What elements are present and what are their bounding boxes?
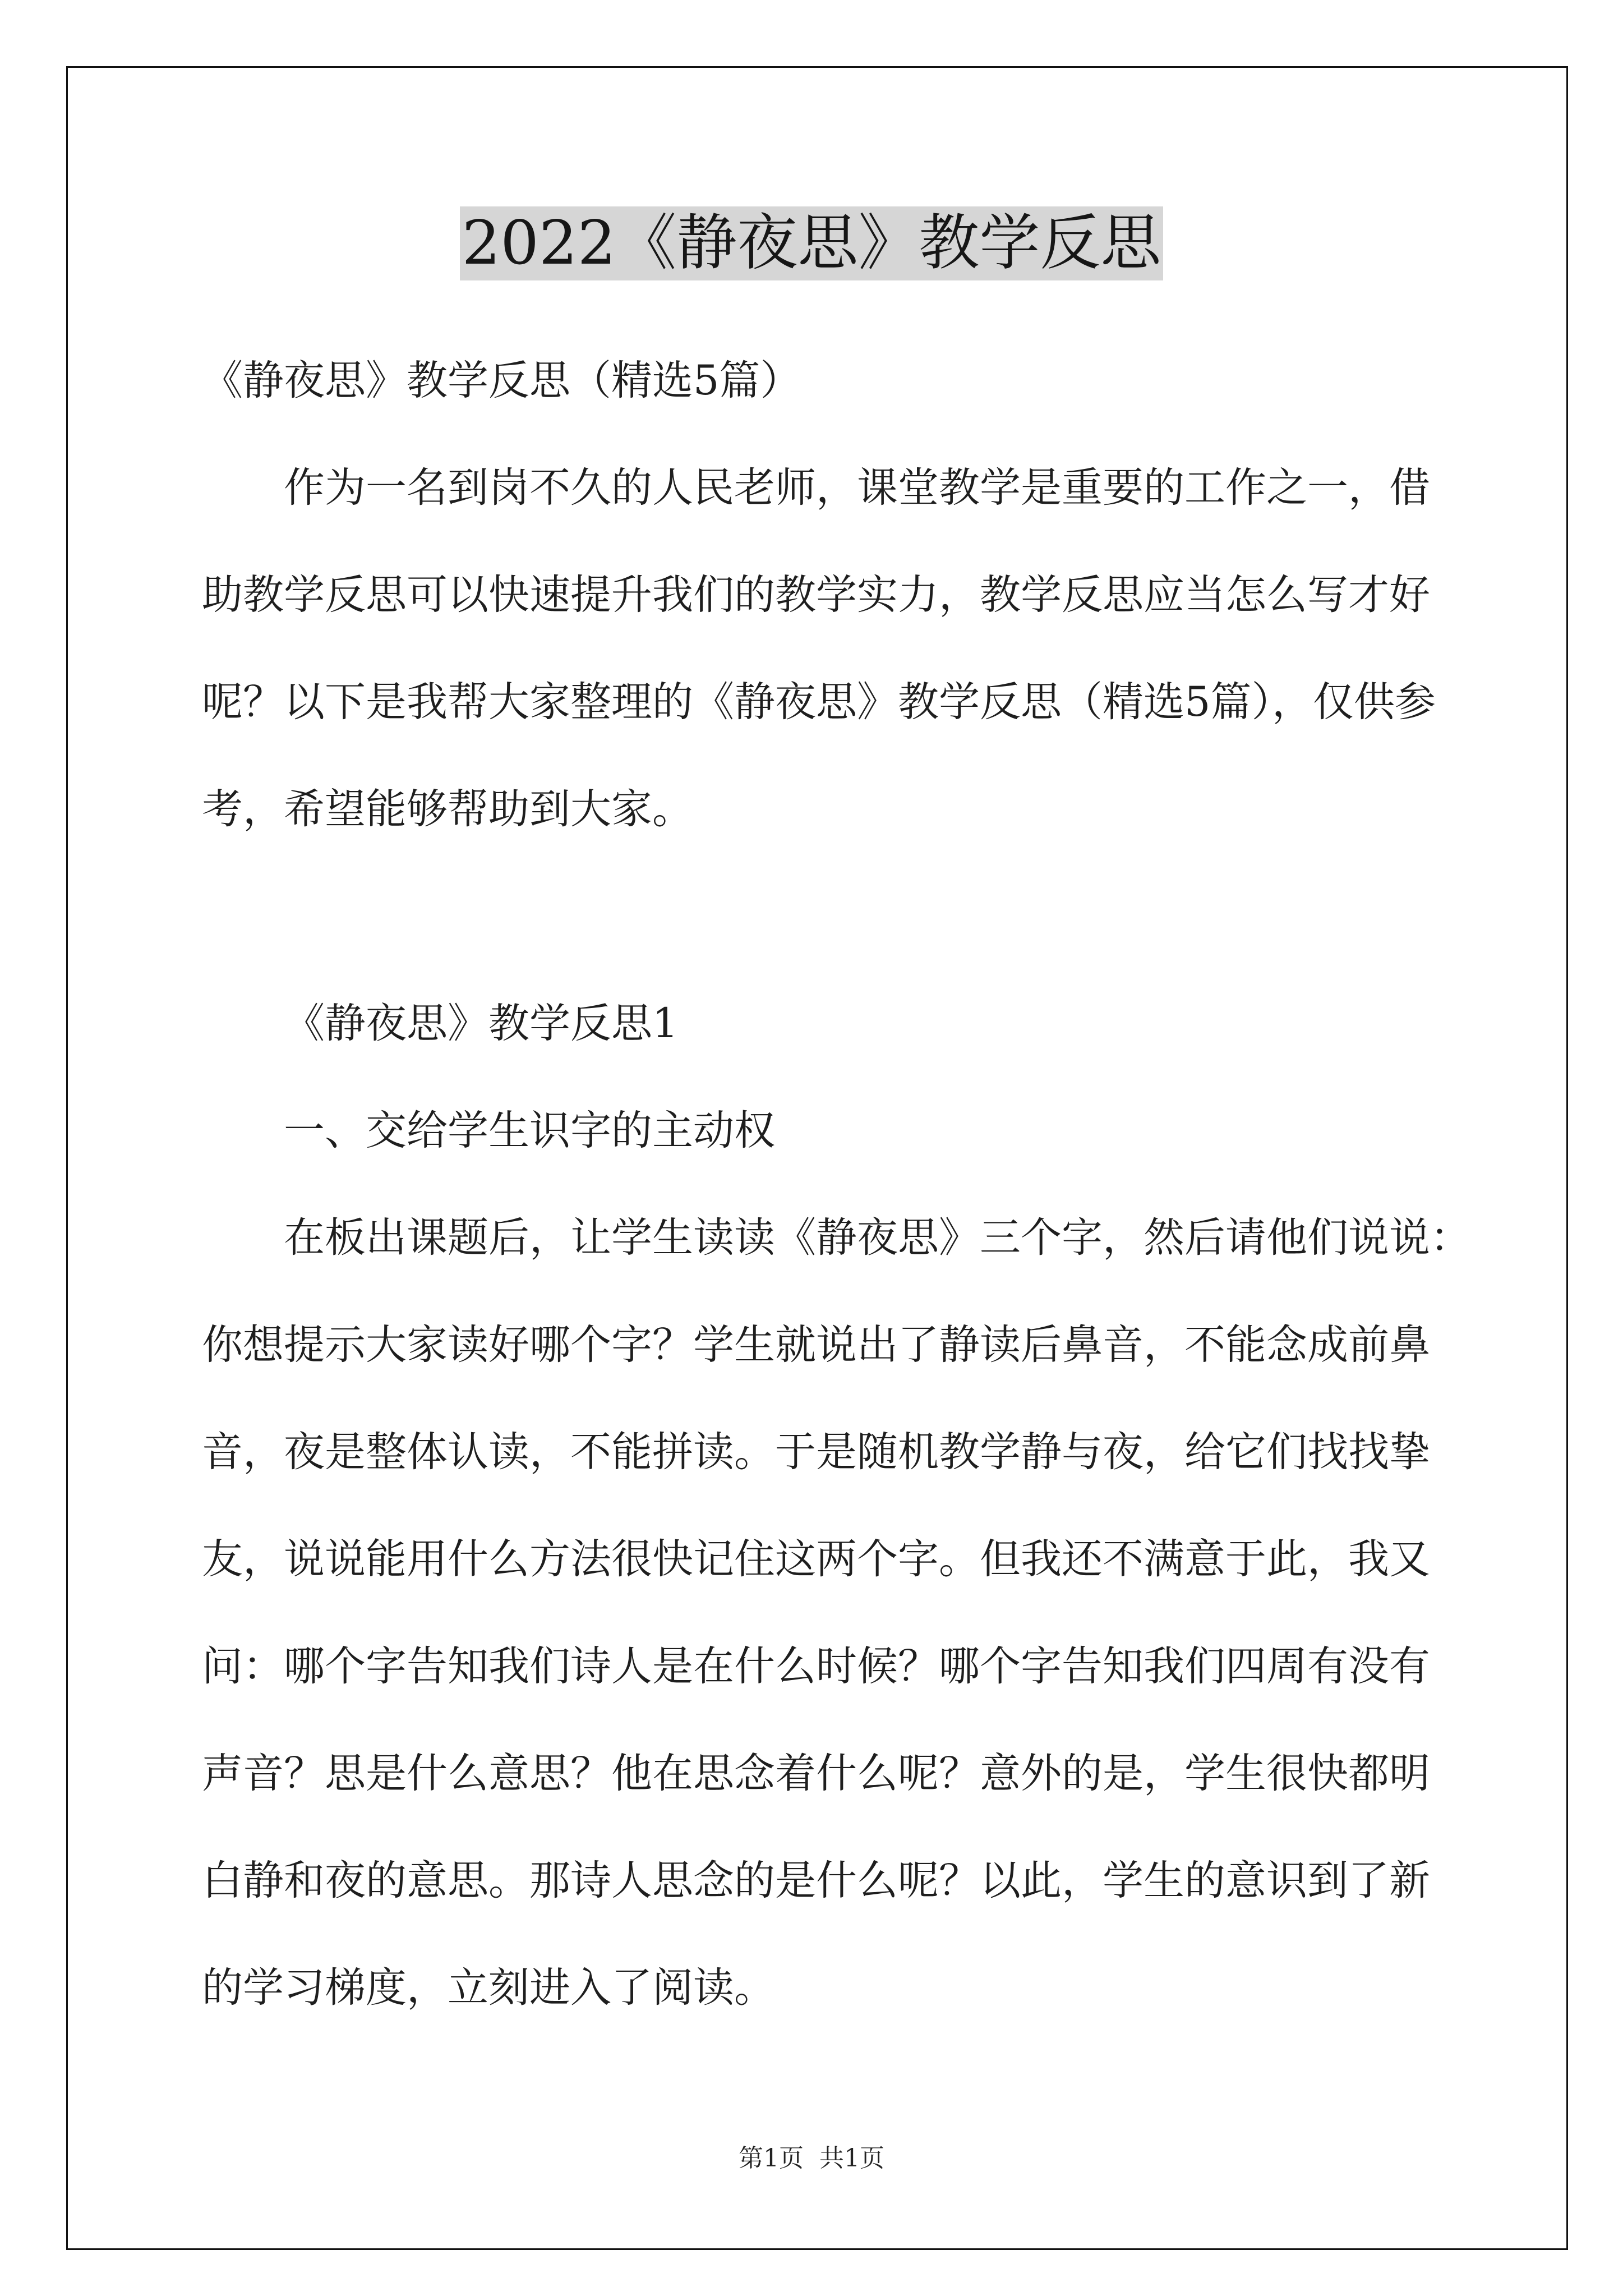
text-line: 作为一名到岗不久的人民老师，课堂教学是重要的工作之一，借 bbox=[284, 464, 1430, 512]
text-line: 音，夜是整体认读，不能拼读。于是随机教学静与夜，给它们找找挚 bbox=[202, 1428, 1430, 1476]
text-line: 的学习梯度，立刻进入了阅读。 bbox=[202, 1964, 775, 2012]
page-footer: 第1页 共1页 bbox=[739, 2144, 884, 2173]
document-subtitle: 《静夜思》教学反思（精选5篇） bbox=[202, 357, 801, 404]
document-title: 2022《静夜思》教学反思 bbox=[460, 206, 1164, 280]
text-line: 问：哪个字告知我们诗人是在什么时候？哪个字告知我们四周有没有 bbox=[202, 1642, 1430, 1690]
document-body bbox=[202, 327, 1492, 2041]
text-line: 你想提示大家读好哪个字？学生就说出了静读后鼻音，不能念成前鼻 bbox=[202, 1321, 1430, 1369]
section-heading: 《静夜思》教学反思1 bbox=[284, 1000, 679, 1047]
text-line: 白静和夜的意思。那诗人思念的是什么呢？以此，学生的意识到了新 bbox=[202, 1857, 1430, 1904]
text-line: 考，希望能够帮助到大家。 bbox=[202, 785, 693, 833]
text-line: 助教学反思可以快速提升我们的教学实力，教学反思应当怎么写才好 bbox=[202, 571, 1430, 619]
text-line: 在板出课题后，让学生读读《静夜思》三个字，然后请他们说说： bbox=[284, 1214, 1471, 1262]
text-line: 呢？以下是我帮大家整理的《静夜思》教学反思（精选5篇），仅供参 bbox=[202, 678, 1436, 726]
body-paragraph bbox=[202, 1184, 1492, 2041]
intro-paragraph bbox=[202, 434, 1492, 863]
title-container bbox=[0, 206, 1623, 280]
blank-line bbox=[202, 863, 1492, 970]
text-line: 友，说说能用什么方法很快记住这两个字。但我还不满意于此，我又 bbox=[202, 1535, 1430, 1583]
point-heading: 一、交给学生识字的主动权 bbox=[284, 1107, 775, 1154]
text-line: 声音？思是什么意思？他在思念着什么呢？意外的是，学生很快都明 bbox=[202, 1750, 1430, 1797]
